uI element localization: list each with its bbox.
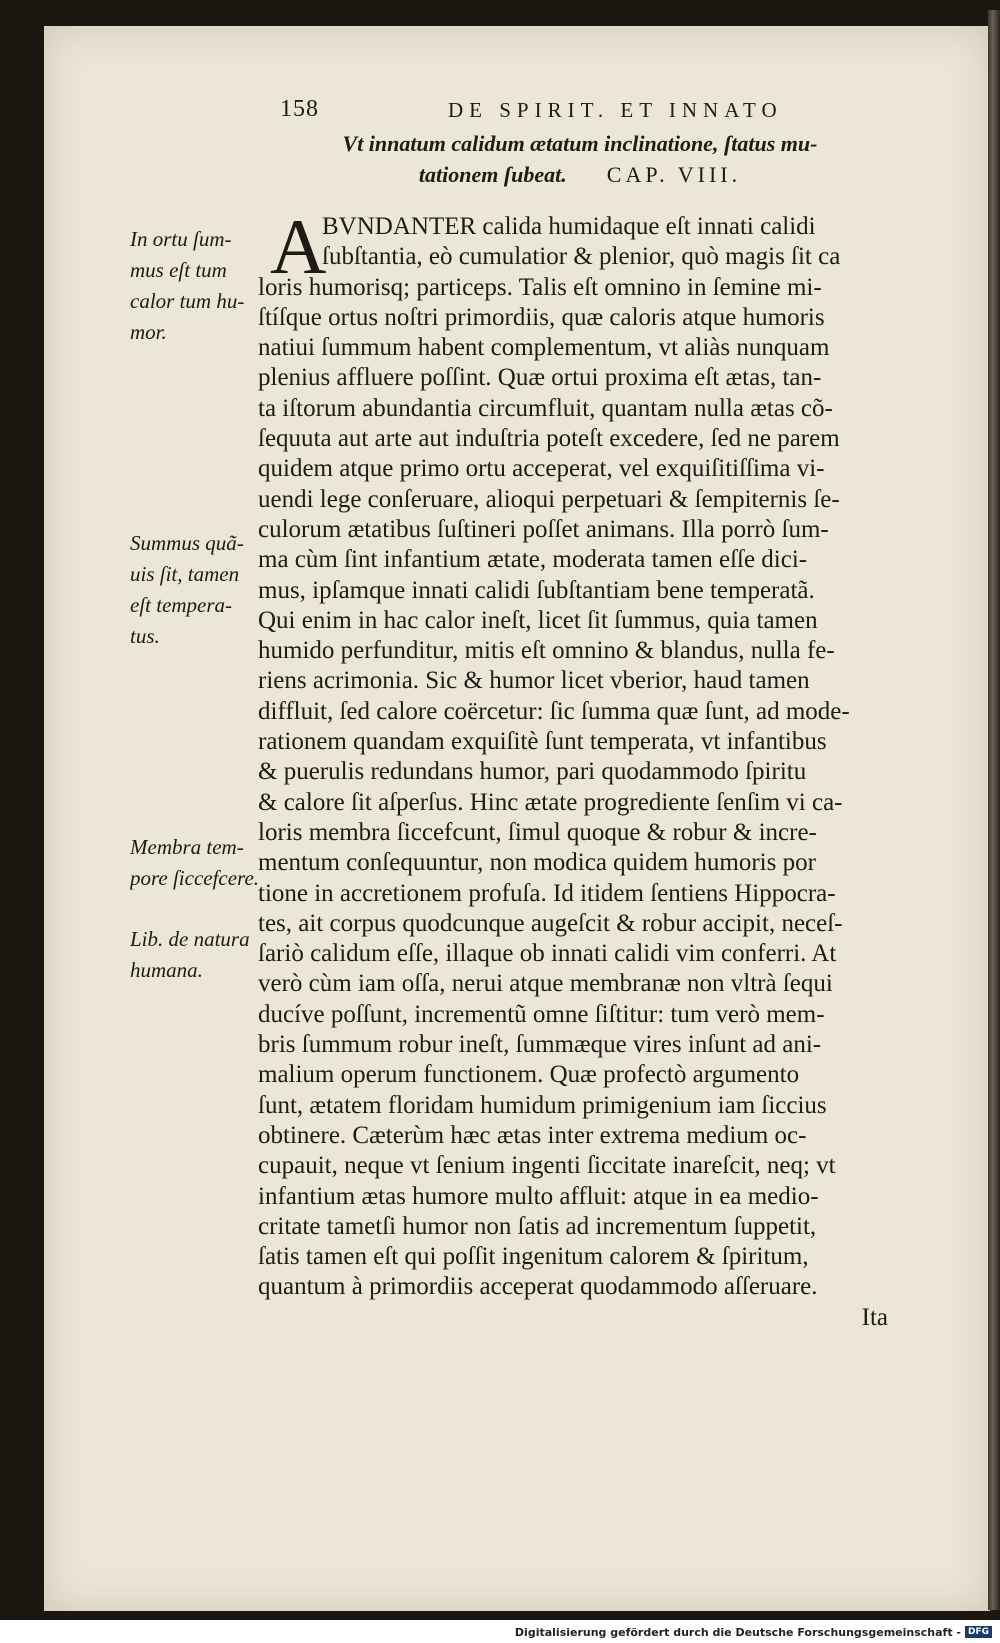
digitization-footer <box>515 1621 992 1643</box>
text-line: infantium ætas humore multo affluit: atque in ea medio- <box>258 1182 819 1210</box>
marginal-note-4 <box>130 924 270 986</box>
page-number: 158 <box>280 96 319 122</box>
text-line: uendi lege conſeruare, alioqui perpetuari & ſempiternis ſe- <box>258 485 840 513</box>
text-line: ſunt, ætatem floridam humidum primigenium iam ſiccius <box>258 1091 827 1119</box>
chapter-number: CAP. VIII. <box>606 162 742 187</box>
text-line: mentum conſequuntur, non modica quidem humoris por <box>258 849 816 877</box>
marginal-note-line: uis ſit, tamen <box>130 562 240 586</box>
text-line: tes, ait corpus quodcunque augeſcit & robur accipit, neceſ- <box>258 909 843 937</box>
text-line: ſequuta aut arte aut induſtria poteſt excedere, ſed ne parem <box>258 425 840 453</box>
text-line: ta iſtorum abundantia circumfluit, quantam nulla ætas cõ- <box>258 394 833 422</box>
text-line: ma cùm ſint infantium ætate, moderata tamen eſſe dici- <box>258 546 808 574</box>
book-edge <box>988 10 1000 1610</box>
text-line: quidem atque primo ortu acceperat, vel exquiſitiſſima vi- <box>258 455 825 483</box>
marginal-note-line: Membra tem- <box>130 835 244 859</box>
chapter-title <box>280 128 880 190</box>
digitization-credit: Digitalisierung gefördert durch die Deutsche Forschungsgemeinschaft - <box>514 1625 961 1639</box>
text-line: ſariò calidum eſſe, illaque ob innati calidi vim conferri. At <box>258 940 837 968</box>
text-line: mus, ipſamque innati calidi ſubſtantiam bene temperatã. <box>258 576 815 604</box>
marginal-note-line: Lib. de natura <box>130 927 250 951</box>
marginal-note-line: calor tum hu- <box>130 289 245 313</box>
text-line: ducíve poſſunt, incrementũ omne ſiſtitur: tum verò mem- <box>258 1000 825 1028</box>
text-line: natiui ſummum habent complementum, vt aliàs nunquam <box>258 334 830 362</box>
marginal-note-line: pore ſiccefcere. <box>130 866 260 890</box>
text-line: riens acrimonia. Sic & humor licet vberior, haud tamen <box>258 667 810 695</box>
marginal-note-line: eſt tempera- <box>130 593 233 617</box>
chapter-title-line-1: Vt innatum calidum ætatum inclinatione, ſtatus mu- <box>342 131 818 156</box>
text-line: ſtíſque ortus noſtri primordiis, quæ caloris atque humoris <box>258 303 825 331</box>
text-line: BVNDANTER calida humidaque eſt innati calidi <box>322 213 816 240</box>
marginal-note-line: tus. <box>130 624 160 648</box>
text-line: cupauit, neque vt ſenium ingenti ſiccitate inareſcit, neq; vt <box>258 1152 836 1180</box>
text-line: obtinere. Cæterùm hæc ætas inter extrema medium oc- <box>258 1121 807 1149</box>
text-line: loris membra ſiccefcunt, ſimul quoque & robur & incre- <box>258 818 817 846</box>
text-line: ſubſtantia, eò cumulatior & plenior, quò magis ſit ca <box>322 243 841 271</box>
drop-cap: A <box>270 203 327 290</box>
marginal-note-3 <box>130 832 270 894</box>
text-line: rationem quandam exquiſitè ſunt temperata, vt infantibus <box>258 728 827 756</box>
text-line: ſatis tamen eſt qui poſſit ingenitum calorem & ſpiritum, <box>258 1243 809 1271</box>
marginal-note-line: In ortu ſum- <box>130 227 232 251</box>
catchword: Ita <box>861 1303 888 1331</box>
text-line: & calore ſit aſperſus. Hinc ætate progrediente ſenſim vi ca- <box>258 788 843 816</box>
marginal-note-2 <box>130 528 270 652</box>
chapter-title-line-2-text: tationem ſubeat. <box>418 162 567 187</box>
text-line: Qui enim in hac calor ineſt, licet ſit ſummus, quia tamen <box>258 606 818 634</box>
text-line: bris ſummum robur ineſt, ſummæque vires inſunt ad ani- <box>258 1031 822 1059</box>
text-line: tione in accretionem profuſa. Id itidem ſentiens Hippocra- <box>258 879 836 907</box>
text-line: loris humorisq; particeps. Talis eſt omnino in ſemine mi- <box>258 273 822 301</box>
text-line: plenius affluere poſſint. Quæ ortui proxima eſt ætas, tan- <box>258 364 822 392</box>
text-line: quantum à primordiis acceperat quodammodo aſſeruare. <box>258 1273 818 1301</box>
text-line: diffluit, ſed calore coërcetur: ſic ſumma quæ ſunt, ad mode- <box>258 697 850 725</box>
marginal-note-1 <box>130 224 270 348</box>
running-head: DE SPIRIT. ET INNATO <box>448 98 783 122</box>
text-line: verò cùm iam oſſa, nerui atque membranæ non vltrà ſequi <box>258 970 833 998</box>
text-line: & puerulis redundans humor, pari quodammodo ſpiritu <box>258 758 807 786</box>
text-line: malium operum functionem. Quæ profectò argumento <box>258 1061 800 1089</box>
body-text <box>258 203 898 1333</box>
text-line: humido perfunditur, mitis eſt omnino & blandus, nulla fe- <box>258 637 835 665</box>
marginal-note-line: mor. <box>130 320 167 344</box>
dfg-logo-icon: DFG <box>965 1626 992 1638</box>
marginal-note-line: mus eſt tum <box>130 258 227 282</box>
marginal-note-line: humana. <box>130 958 203 982</box>
text-line: culorum ætatibus ſuſtineri poſſet animans. Illa porrò ſum- <box>258 515 829 543</box>
text-line: critate tametſi humor non ſatis ad incrementum ſuppetit, <box>258 1212 817 1240</box>
chapter-title-line-2 <box>280 159 880 190</box>
marginal-note-line: Summus quã- <box>130 531 244 555</box>
